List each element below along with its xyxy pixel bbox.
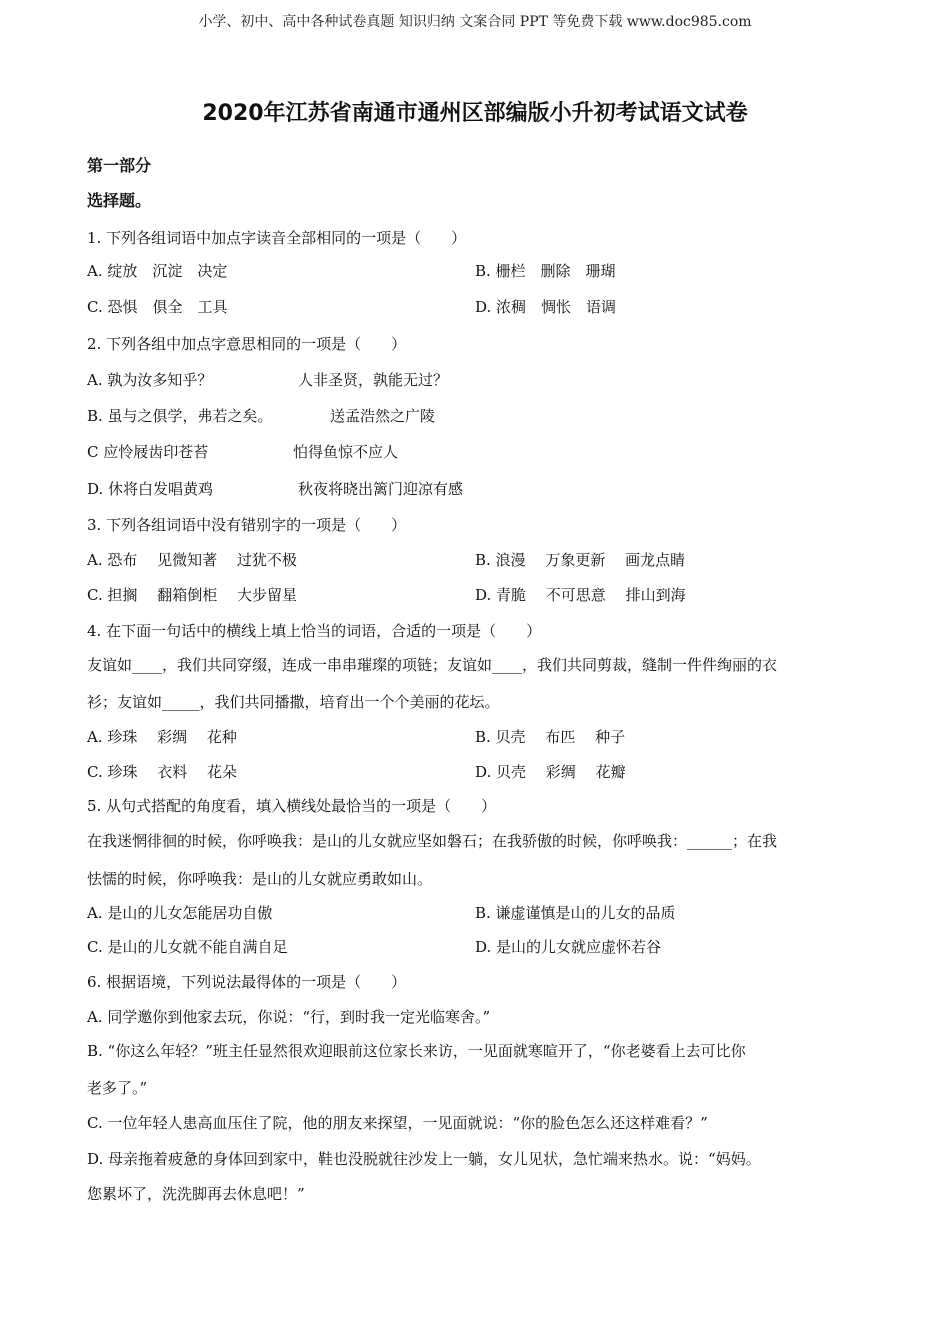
q5-option-b: B. 谦虚谨慎是山的儿女的品质 <box>475 904 676 922</box>
q1-stem: 1. 下列各组词语中加点字读音全部相同的一项是（ ） <box>87 229 467 247</box>
q5-stem: 5. 从句式搭配的角度看，填入横线处最恰当的一项是（ ） <box>87 797 497 815</box>
q2-option-a-first: A. 孰为汝多知乎？ <box>87 371 213 389</box>
q1-option-b: B. 栅栏 删除 珊瑚 <box>475 262 616 280</box>
section-type: 选择题。 <box>87 191 152 210</box>
q5-option-d: D. 是山的儿女就应虚怀若谷 <box>475 938 662 956</box>
q6-option-b-line-2: 老多了。” <box>87 1079 148 1097</box>
q2-option-b-second: 送孟浩然之广陵 <box>330 407 436 425</box>
q4-option-d: D. 贝壳 彩绸 花瓣 <box>475 763 626 781</box>
q6-option-d-line-2: 您累坏了，洗洗脚再去休息吧！” <box>87 1185 305 1203</box>
q1-option-d: D. 浓稠 惆怅 语调 <box>475 298 617 316</box>
q2-stem: 2. 下列各组中加点字意思相同的一项是（ ） <box>87 335 407 353</box>
q4-option-b: B. 贝壳 布匹 种子 <box>475 728 626 746</box>
q5-option-c: C. 是山的儿女就不能自满自足 <box>87 938 288 956</box>
q5-option-a: A. 是山的儿女怎能居功自傲 <box>87 904 273 922</box>
q6-option-c: C. 一位年轻人患高血压住了院，他的朋友来探望，一见面就说：“你的脸色怎么还这样难看？” <box>87 1114 708 1132</box>
q1-option-a: A. 绽放 沉淀 决定 <box>87 262 228 280</box>
page-title: 2020年江苏省南通市通州区部编版小升初考试语文试卷 <box>202 101 748 126</box>
q4-option-a: A. 珍珠 彩绸 花种 <box>87 728 237 746</box>
q5-passage-line-2: 怯懦的时候，你呼唤我：是山的儿女就应勇敢如山。 <box>87 870 433 888</box>
header-banner: 小学、初中、高中各种试卷真题 知识归纳 文案合同 PPT 等免费下载 www.doc985.com <box>198 14 752 30</box>
q4-option-c: C. 珍珠 衣料 花朵 <box>87 763 238 781</box>
q4-passage-line-2: 衫；友谊如_____，我们共同播撒，培育出一个个美丽的花坛。 <box>87 693 500 711</box>
q2-option-a-second: 人非圣贤，孰能无过？ <box>298 371 449 389</box>
q3-stem: 3. 下列各组词语中没有错别字的一项是（ ） <box>87 516 407 534</box>
q2-option-d-second: 秋夜将晓出篱门迎凉有感 <box>298 480 464 498</box>
q3-option-c: C. 担搁 翻箱倒柜 大步留星 <box>87 586 298 604</box>
q4-stem: 4. 在下面一句话中的横线上填上恰当的词语，合适的一项是（ ） <box>87 622 542 640</box>
q3-option-a: A. 恐布 见微知著 过犹不极 <box>87 551 297 569</box>
q2-option-c-first: C 应怜屐齿印苍苔 <box>87 443 209 461</box>
q2-option-b-first: B. 虽与之俱学，弗若之矣。 <box>87 407 273 425</box>
section-part: 第一部分 <box>87 156 152 175</box>
q3-option-d: D. 青脆 不可思意 排山到海 <box>475 586 686 604</box>
q2-option-c-second: 怕得鱼惊不应人 <box>293 443 399 461</box>
q6-option-d-line-1: D. 母亲拖着疲惫的身体回到家中，鞋也没脱就往沙发上一躺，女儿见状，急忙端来热水。说：“妈妈。 <box>87 1150 761 1168</box>
q6-option-b-line-1: B. “你这么年轻？”班主任显然很欢迎眼前这位家长来访，一见面就寒暄开了，“你老婆看上去可比你 <box>87 1042 746 1060</box>
q1-option-c: C. 恐惧 俱全 工具 <box>87 298 228 316</box>
q3-option-b: B. 浪漫 万象更新 画龙点睛 <box>475 551 686 569</box>
q6-stem: 6. 根据语境，下列说法最得体的一项是（ ） <box>87 973 407 991</box>
q2-option-d-first: D. 休将白发唱黄鸡 <box>87 480 214 498</box>
q4-passage-line-1: 友谊如____，我们共同穿缀，连成一串串璀璨的项链；友谊如____，我们共同剪裁，缝制一件件绚丽的衣 <box>87 656 778 674</box>
q5-passage-line-1: 在我迷惘徘徊的时候，你呼唤我：是山的儿女就应坚如磐石；在我骄傲的时候，你呼唤我：______；在我 <box>87 832 778 850</box>
q6-option-a: A. 同学邀你到他家去玩，你说：“行，到时我一定光临寒舍。” <box>87 1008 491 1026</box>
